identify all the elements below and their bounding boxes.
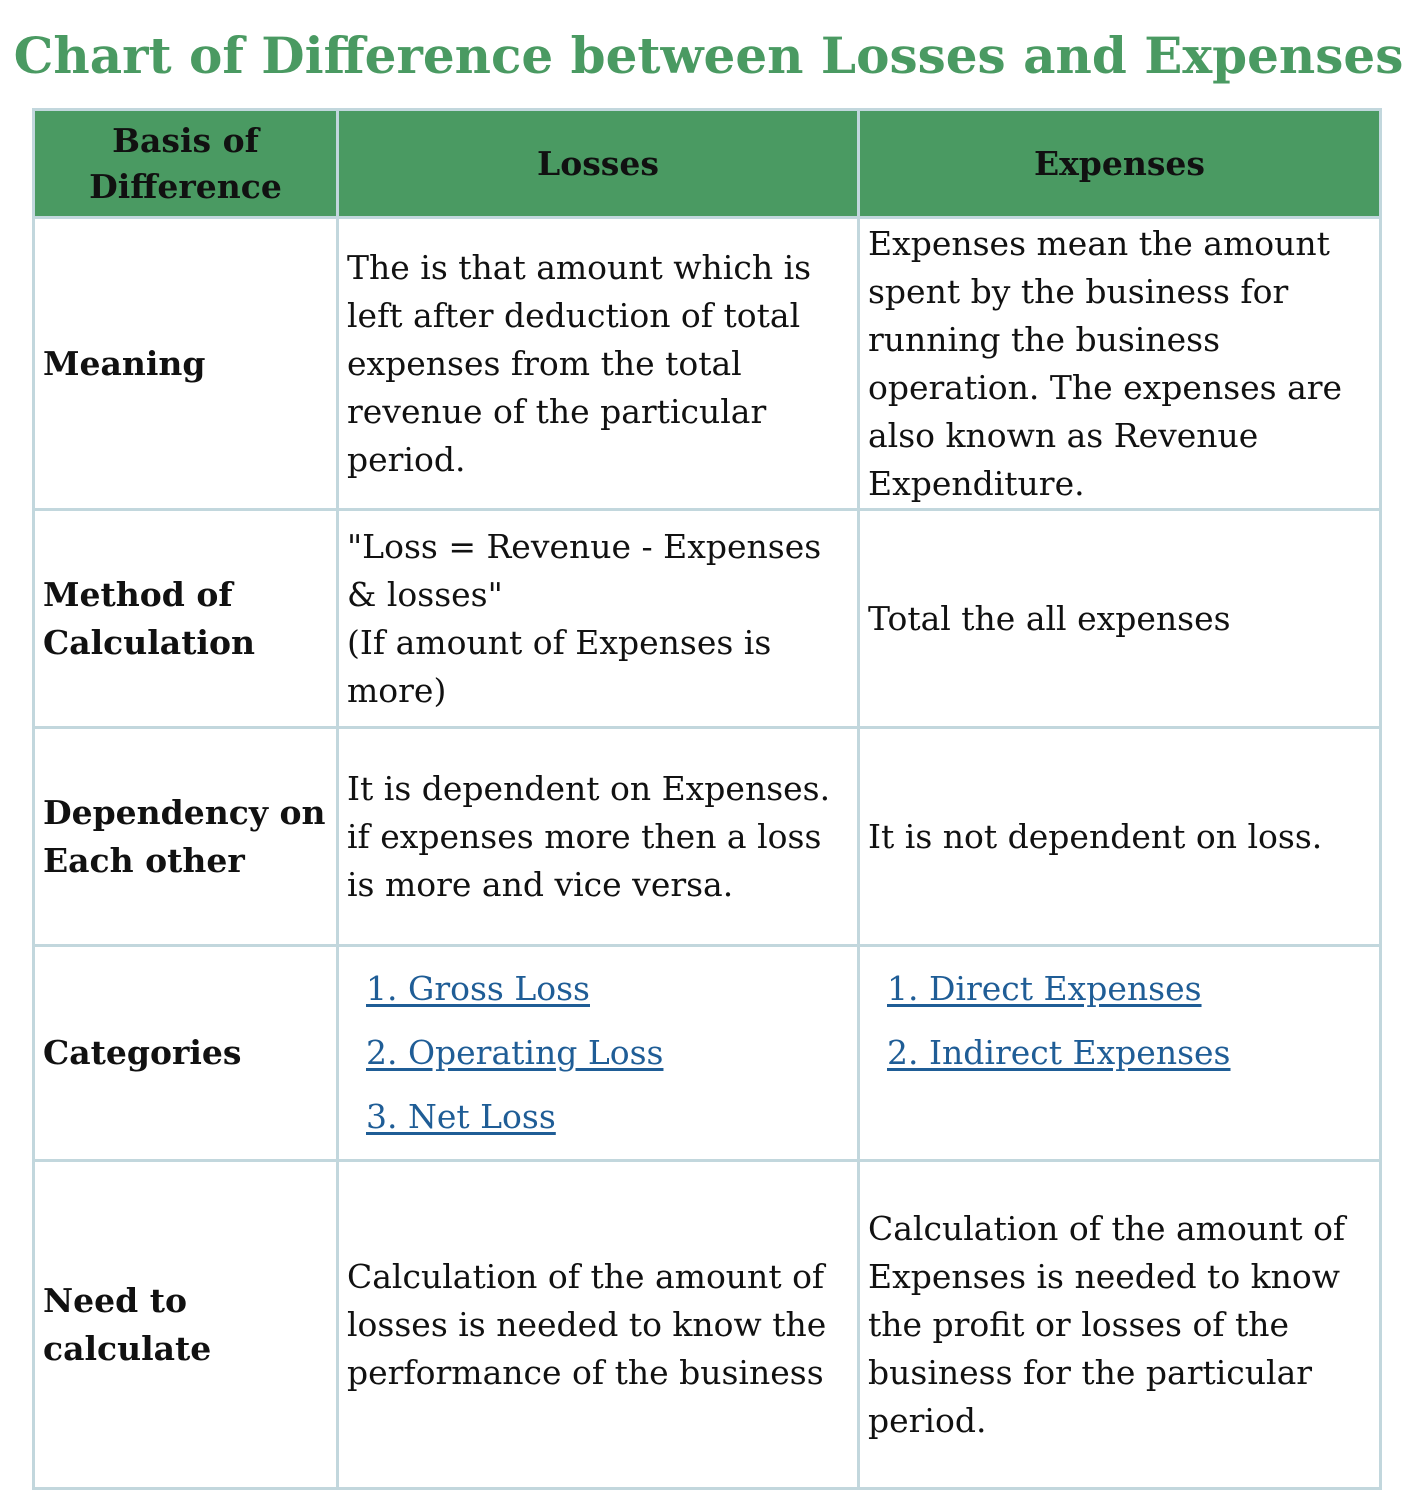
list-item bbox=[887, 957, 1371, 1021]
link-indirect-expenses[interactable]: 2. Indirect Expenses bbox=[887, 1033, 1231, 1072]
row-categories bbox=[34, 946, 1381, 1161]
expenses-cell: Calculation of the amount of Expenses is needed to know the profit or losses of the business for the particular period. bbox=[859, 1161, 1381, 1489]
header-basis: Basis of Difference bbox=[34, 110, 338, 218]
losses-cell: The is that amount which is left after deduction of total expenses from the total revenue of the particular period. bbox=[338, 218, 859, 510]
loss-formula: "Loss = Revenue - Expenses & losses" bbox=[347, 526, 822, 614]
row-dependency bbox=[34, 728, 1381, 946]
header-losses: Losses bbox=[338, 110, 859, 218]
list-item bbox=[366, 957, 849, 1021]
losses-cell: It is dependent on Expenses. if expenses more then a loss is more and vice versa. bbox=[338, 728, 859, 946]
basis-cell: Categories bbox=[34, 946, 338, 1161]
loss-categories-list bbox=[347, 947, 849, 1159]
expenses-cell bbox=[859, 946, 1381, 1161]
expenses-cell: Expenses mean the amount spent by the business for running the business operation. The expenses are also known as Revenue Expenditure. bbox=[859, 218, 1381, 510]
header-row bbox=[34, 110, 1381, 218]
losses-cell: Calculation of the amount of losses is needed to know the performance of the business bbox=[338, 1161, 859, 1489]
list-item bbox=[366, 1085, 849, 1149]
row-need-to-calculate bbox=[34, 1161, 1381, 1489]
basis-cell: Method of Calculation bbox=[34, 510, 338, 728]
losses-cell bbox=[338, 946, 859, 1161]
list-item bbox=[366, 1021, 849, 1085]
difference-table bbox=[32, 108, 1382, 1490]
basis-cell: Meaning bbox=[34, 218, 338, 510]
expenses-cell: It is not dependent on loss. bbox=[859, 728, 1381, 946]
expenses-cell: Total the all expenses bbox=[859, 510, 1381, 728]
list-item bbox=[887, 1021, 1371, 1085]
basis-cell: Need to calculate bbox=[34, 1161, 338, 1489]
row-method bbox=[34, 510, 1381, 728]
link-direct-expenses[interactable]: 1. Direct Expenses bbox=[887, 969, 1202, 1008]
row-meaning bbox=[34, 218, 1381, 510]
loss-formula-note: (If amount of Expenses is more) bbox=[347, 622, 772, 710]
expense-categories-list bbox=[868, 947, 1371, 1095]
basis-cell: Dependency on Each other bbox=[34, 728, 338, 946]
link-operating-loss[interactable]: 2. Operating Loss bbox=[366, 1033, 664, 1072]
link-net-loss[interactable]: 3. Net Loss bbox=[366, 1097, 556, 1136]
header-expenses: Expenses bbox=[859, 110, 1381, 218]
page-title: Chart of Difference between Losses and Expenses bbox=[13, 26, 1404, 85]
losses-cell bbox=[338, 510, 859, 728]
link-gross-loss[interactable]: 1. Gross Loss bbox=[366, 969, 590, 1008]
